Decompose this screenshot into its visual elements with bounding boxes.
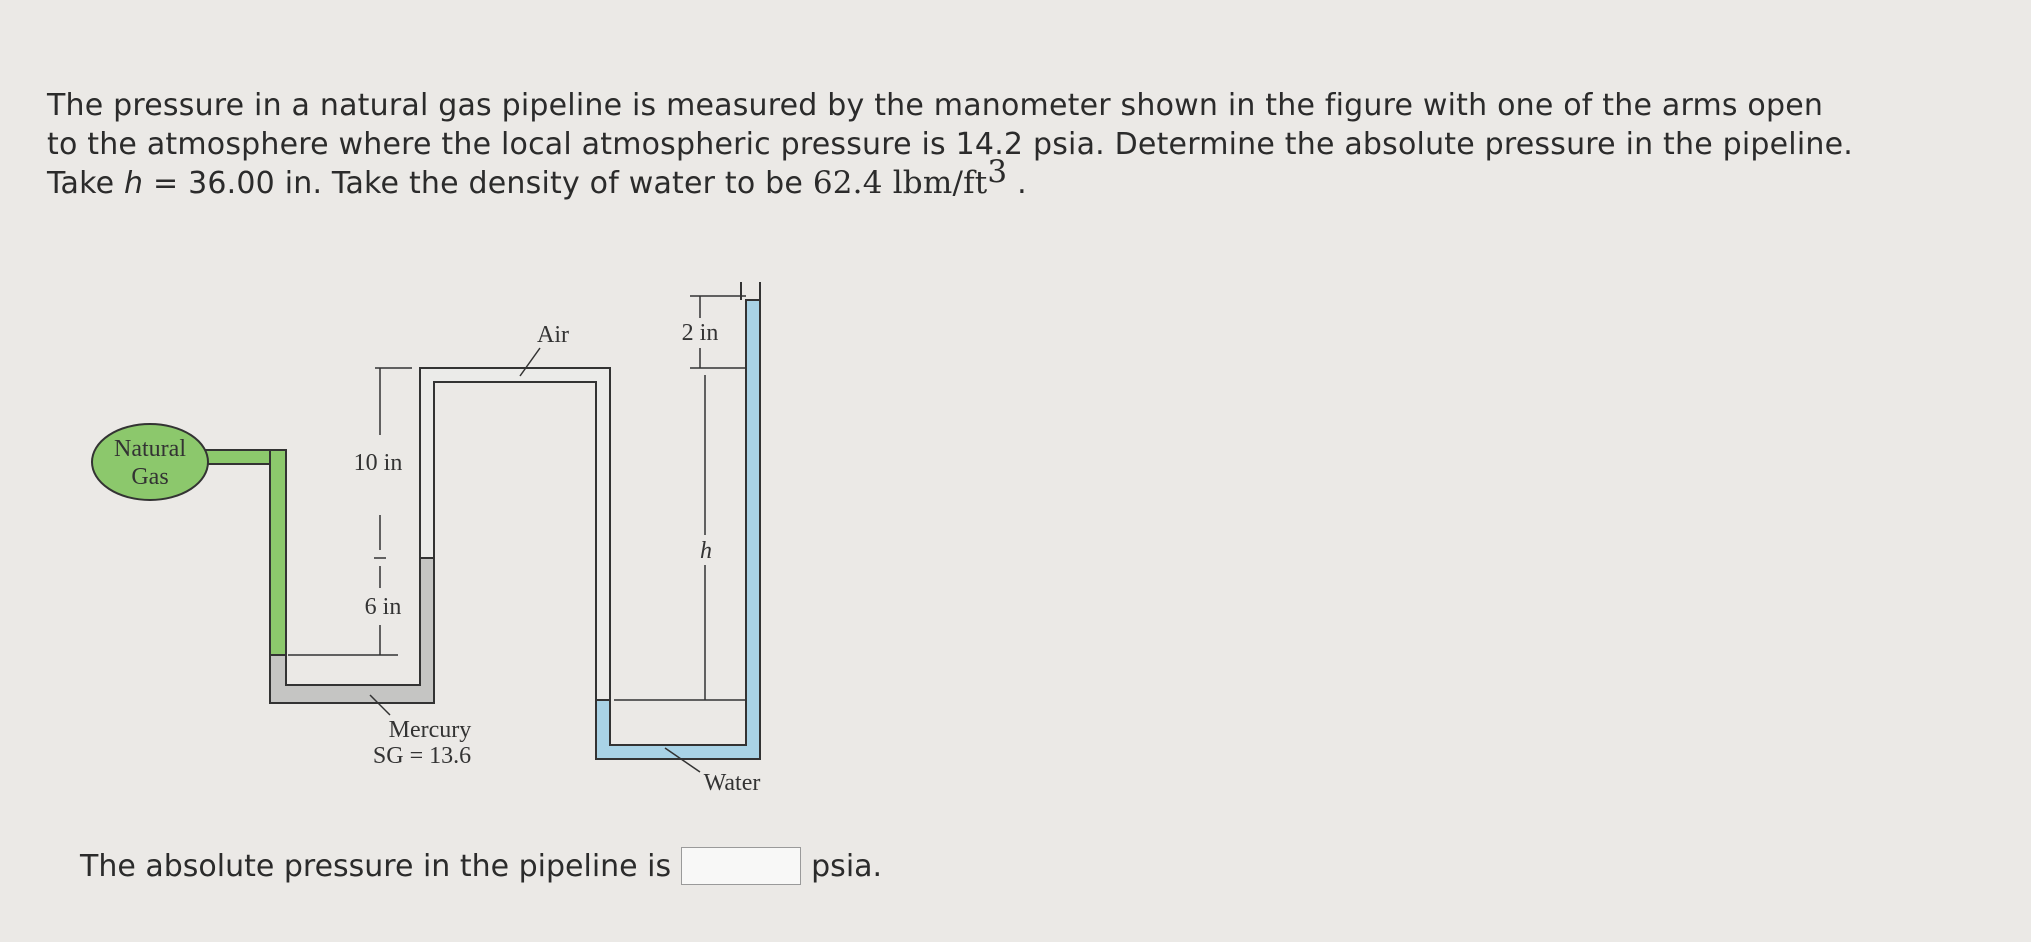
- h-label: h: [700, 538, 712, 564]
- h-value-text: = 36.00 in. Take the density of water to be: [143, 166, 813, 201]
- gas-leg: [270, 450, 286, 655]
- air-label: Air: [537, 322, 569, 348]
- problem-line-3: [47, 154, 1987, 203]
- mercury-u: [270, 558, 434, 703]
- density-value: 62.4 lbm/ft: [812, 165, 988, 201]
- two-in-label: 2 in: [681, 320, 719, 346]
- absolute-pressure-input[interactable]: [681, 847, 801, 885]
- sentence-end: .: [1007, 166, 1027, 201]
- water-label: Water: [703, 770, 761, 796]
- natural-label: Natural: [114, 436, 186, 462]
- ten-in-label: 10 in: [353, 450, 403, 476]
- mercury-sg-label: SG = 13.6: [372, 743, 472, 769]
- gas-label-text: Gas: [131, 464, 169, 490]
- answer-prefix: The absolute pressure in the pipeline is: [80, 848, 672, 884]
- take-text: Take: [47, 166, 125, 201]
- problem-line-1: The pressure in a natural gas pipeline is measured by the manometer shown in the figure with one of the arms open: [47, 88, 1824, 123]
- answer-unit: psia.: [811, 848, 883, 884]
- water-u: [596, 300, 760, 759]
- problem-statement: [47, 86, 1987, 203]
- air-tube: [420, 368, 610, 708]
- answer-row: [80, 847, 882, 885]
- six-in-label: 6 in: [364, 594, 402, 620]
- h-variable: h: [124, 166, 144, 201]
- density-exponent: 3: [987, 154, 1008, 190]
- manometer-figure: [0, 260, 800, 800]
- mercury-label: Mercury: [388, 717, 472, 743]
- problem-line-2: to the atmosphere where the local atmospheric pressure is 14.2 psia. Determine the absolute pressure in the pipeline.: [47, 127, 1853, 162]
